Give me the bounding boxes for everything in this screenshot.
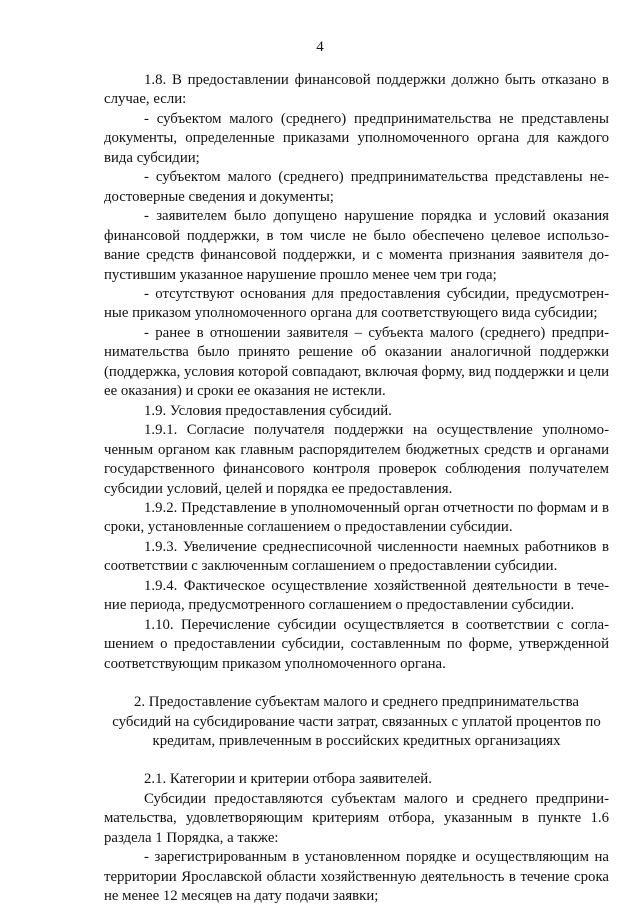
section-heading-2: 2. Предоставление субъектам малого и среднего предпринимательства субсидий на субсидирование части затрат, связанных с уплатой процентов по кредитам, привлеченным в российских кредитных организациях	[112, 694, 601, 749]
list-item-no-grounds: - отсутствуют основания для предоставления субсидии, предусмотренные приказом уполномоченного органа для соответствующего вида субсидии;	[104, 285, 609, 322]
list-item-no-documents: - субъектом малого (среднего) предпринимательства не представлены документы, определенные приказами уполномоченного органа для каждого вида субсидии;	[104, 110, 609, 166]
paragraph-2-1: 2.1. Категории и критерии отбора заявителей.	[144, 771, 432, 788]
paragraph-1-9-3: 1.9.3. Увеличение среднесписочной численности наемных работников в соответствии с заключенным соглашением о предоставлении субсидии.	[104, 538, 609, 575]
paragraph-1-9: 1.9. Условия предоставления субсидий.	[144, 402, 392, 419]
list-item-prior-support: - ранее в отношении заявителя – субъекта малого (среднего) предпринимательства было принято решение об оказании аналогичной поддержки (поддержка, условия которой совпадают, включая форму, вид поддержки и цели ее оказания) и сроки ее оказания не истекли.	[104, 324, 609, 400]
paragraph-1-9-1: 1.9.1. Согласие получателя поддержки на осуществление уполномоченным органом как главным распорядителем бюджетных средств и органами государственного финансового контроля проверок соблюдения получателем субсидии условий, целей и порядка ее предоставления.	[104, 422, 609, 497]
page-number: 4	[316, 39, 324, 55]
paragraph-1-9-2: 1.9.2. Представление в уполномоченный орган отчетности по формам и в сроки, установленные соглашением о предоставлении субсидии.	[104, 499, 609, 536]
list-item-registered: - зарегистрированным в установленном порядке и осуществляющим на территории Ярославской области хозяйственную деятельность в течение срока не менее 12 месяцев на дату подачи заявки;	[104, 849, 609, 905]
paragraph-1-10: 1.10. Перечисление субсидии осуществляется в соответствии с соглашением о предоставлении субсидии, составленным по форме, утвержденной соответствующим приказом уполномоченного органа.	[104, 616, 609, 672]
paragraph-1-8: 1.8. В предоставлении финансовой поддержки должно быть отказано в случае, если:	[104, 72, 609, 108]
paragraph-subsidies-provided: Субсидии предоставляются субъектам малого и среднего предпринимательства, удовлетворяющим критериям отбора, указанным в пункте 1.6 раздела 1 Порядка, а также:	[104, 790, 609, 846]
list-item-violation: - заявителем было допущено нарушение порядка и условий оказания финансовой поддержки, в том числе не было обеспечено целевое использование средств финансовой поддержки, и с момента признания заявителя допустившим указанное нарушение прошло менее чем три года;	[104, 208, 609, 283]
paragraph-1-9-4: 1.9.4. Фактическое осуществление хозяйственной деятельности в течение периода, предусмотренного соглашением о предоставлении субсидии.	[104, 577, 609, 614]
document-body	[104, 71, 609, 907]
list-item-false-information: - субъектом малого (среднего) предпринимательства представлены недостоверные сведения и документы;	[104, 169, 609, 205]
